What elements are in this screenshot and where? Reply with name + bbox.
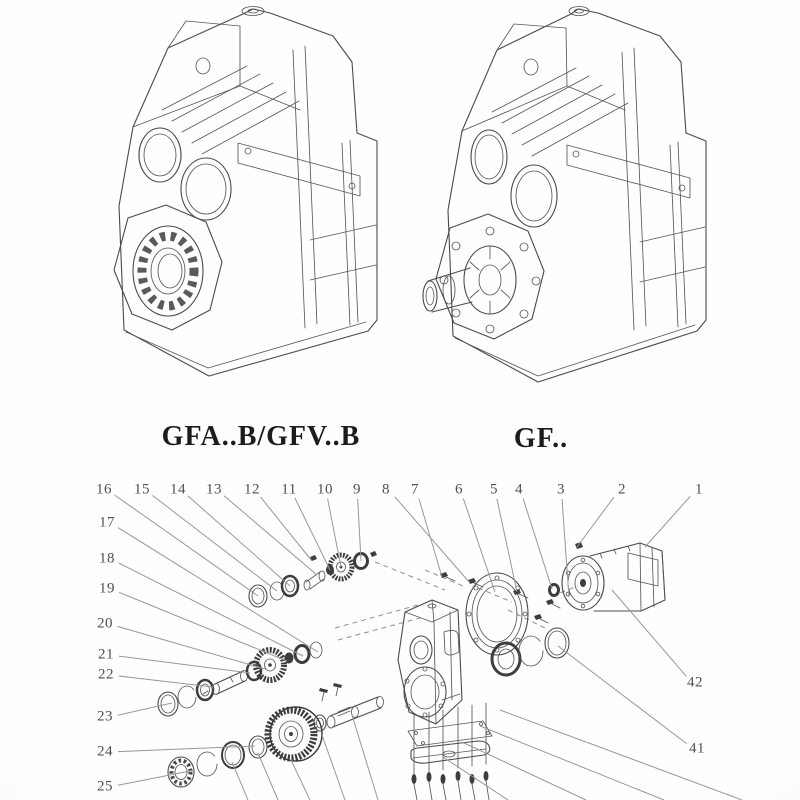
callout-5: 5 bbox=[490, 481, 498, 498]
assembly-dashed-lines bbox=[335, 562, 578, 640]
leader-line-4 bbox=[523, 499, 552, 590]
exploded-gear-housing bbox=[398, 600, 462, 724]
callout-9: 9 bbox=[353, 481, 361, 498]
callout-13: 13 bbox=[206, 481, 222, 498]
leader-line-12 bbox=[260, 497, 312, 561]
leader-line-3 bbox=[562, 499, 569, 597]
leader-line-14 bbox=[188, 496, 290, 586]
callout-25: 25 bbox=[97, 778, 113, 795]
leader-lines bbox=[115, 495, 690, 785]
leader-line-25 bbox=[118, 770, 195, 785]
hollow-shaft-gearbox-drawing bbox=[114, 7, 377, 377]
exploded-adapter-flange bbox=[466, 573, 528, 655]
leader-line-20 bbox=[118, 626, 266, 669]
callout-3: 3 bbox=[557, 481, 565, 498]
callout-11: 11 bbox=[281, 481, 297, 498]
leader-line-6 bbox=[463, 499, 495, 593]
exploded-cover-bolts bbox=[412, 703, 490, 800]
leader-line-8 bbox=[395, 497, 470, 583]
leader-line-1 bbox=[645, 497, 690, 548]
solid-shaft-gearbox-drawing bbox=[423, 7, 706, 383]
leader-line-9 bbox=[358, 499, 361, 561]
leader-line-16 bbox=[115, 495, 258, 596]
callout-7: 7 bbox=[411, 481, 419, 498]
leader-line-2 bbox=[577, 497, 614, 547]
callout-23: 23 bbox=[97, 708, 113, 725]
callout-10: 10 bbox=[317, 481, 333, 498]
leader-line-13 bbox=[224, 496, 317, 575]
model-label-gfab-gfvb: GFA..B/GFV..B bbox=[161, 421, 361, 452]
callout-21: 21 bbox=[98, 646, 114, 663]
callout-20: 20 bbox=[97, 615, 113, 632]
callout-14: 14 bbox=[170, 481, 186, 498]
leader-line-22 bbox=[119, 676, 213, 687]
leader-line-41 bbox=[558, 646, 687, 744]
callout-6: 6 bbox=[455, 481, 463, 498]
leader-line-42 bbox=[612, 590, 686, 676]
callout-16: 16 bbox=[96, 481, 112, 498]
callout-18: 18 bbox=[99, 550, 115, 567]
exploded-gaskets-cover bbox=[408, 721, 492, 763]
leader-line-23 bbox=[118, 703, 172, 715]
exploded-view bbox=[115, 495, 742, 800]
leader-line-18 bbox=[119, 563, 303, 656]
callout-41: 41 bbox=[689, 740, 705, 757]
exploded-output-seal-rings bbox=[492, 628, 569, 675]
callout-24: 24 bbox=[97, 743, 113, 760]
leader-line-5 bbox=[497, 499, 517, 592]
callout-19: 19 bbox=[99, 580, 115, 597]
callout-42: 42 bbox=[687, 674, 703, 691]
callout-12: 12 bbox=[244, 481, 260, 498]
callout-22: 22 bbox=[98, 666, 114, 683]
leader-line-15 bbox=[152, 495, 277, 591]
callout-8: 8 bbox=[382, 481, 390, 498]
callout-1: 1 bbox=[695, 481, 703, 498]
leader-line-24 bbox=[118, 746, 255, 752]
callout-4: 4 bbox=[515, 481, 523, 498]
exploded-motor bbox=[562, 542, 665, 611]
callout-2: 2 bbox=[618, 481, 626, 498]
callout-15: 15 bbox=[134, 481, 150, 498]
model-label-gf: GF.. bbox=[513, 423, 569, 454]
callout-17: 17 bbox=[99, 514, 115, 531]
leader-line-7 bbox=[419, 499, 442, 577]
exploded-input-shaft-parts bbox=[249, 551, 377, 607]
